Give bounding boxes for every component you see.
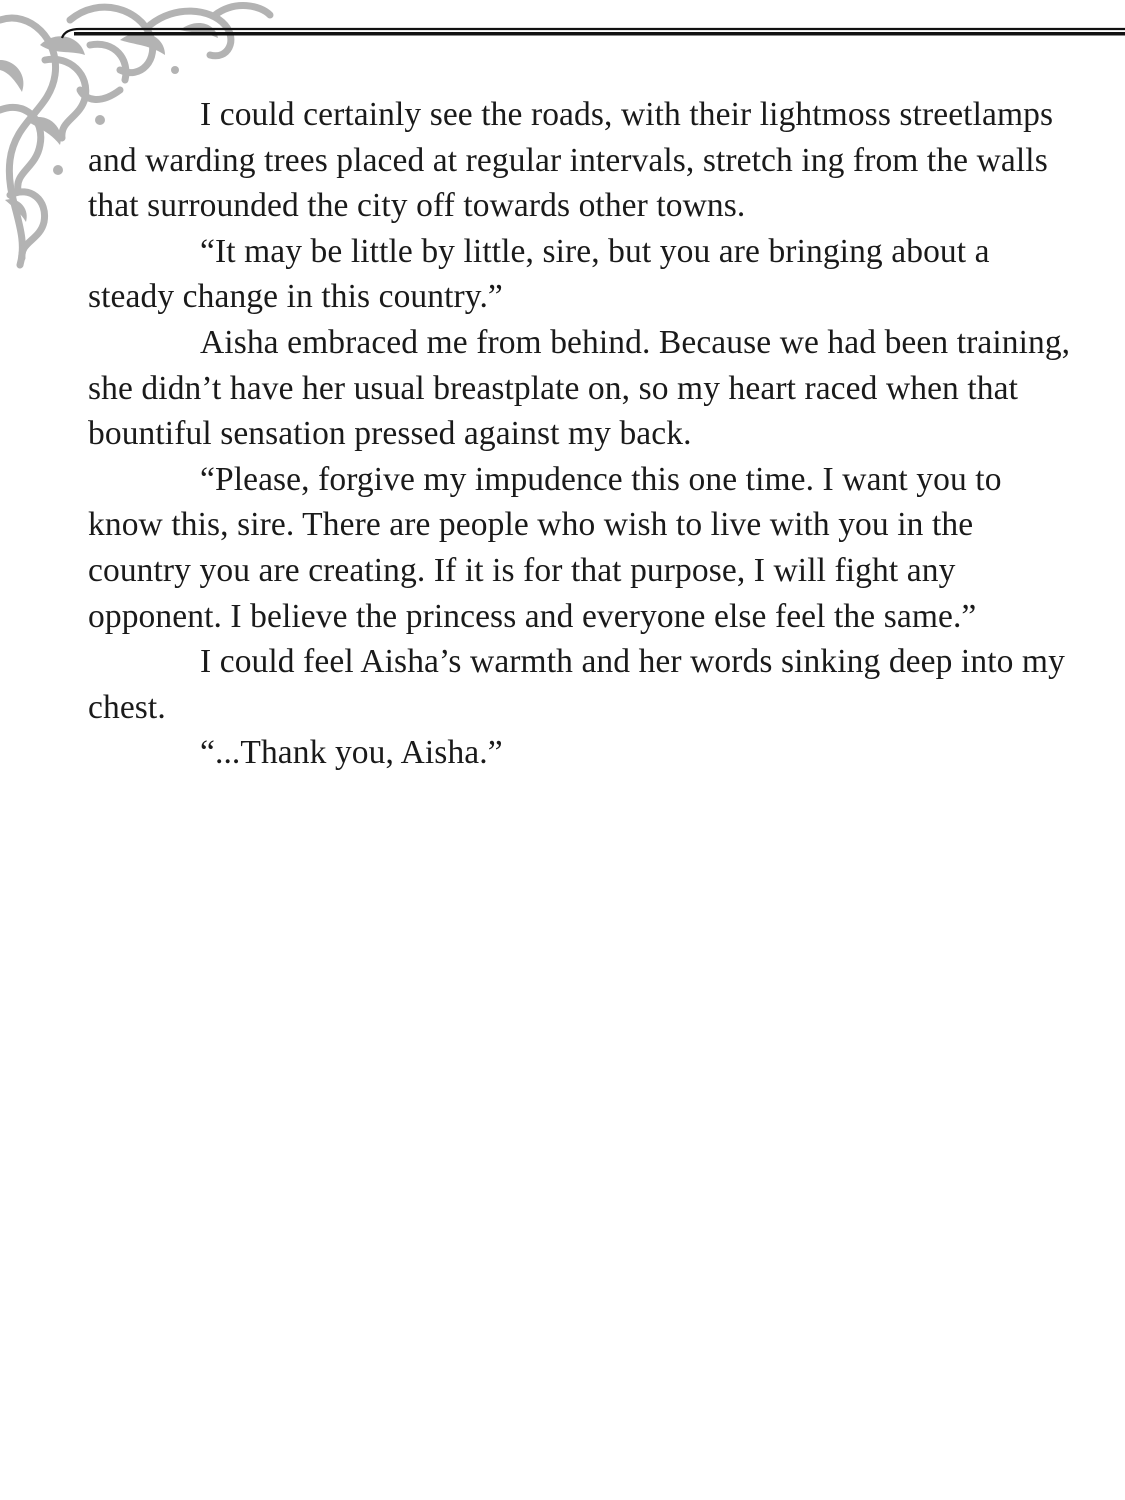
paragraph: Aisha embraced me from behind. Because we had been training, she didn’t have her usual breastplate on, so my heart raced when that bountiful sensation pressed against my back.: [88, 323, 1071, 453]
paragraph: “It may be little by little, sire, but you are bringing about a steady change in this country.”: [88, 232, 990, 316]
paragraph: “Please, forgive my impudence this one time. I want you to know this, sire. There are people who wish to live with you in the country you are creating. If it is for that purpose, I will fight any opponent. I believe the princess and everyone else feel the same.”: [88, 460, 1002, 635]
paragraph: I could feel Aisha’s warmth and her words sinking deep into my chest.: [88, 643, 1065, 726]
body-text: [88, 92, 1078, 776]
header-rule: [60, 26, 1125, 40]
paragraph: I could certainly see the roads, with their lightmoss streetlamps and warding trees placed at regular intervals, stretch ing from the walls that surrounded the city off towards other towns.: [88, 96, 1054, 225]
paragraph: “...Thank you, Aisha.”: [200, 734, 503, 772]
